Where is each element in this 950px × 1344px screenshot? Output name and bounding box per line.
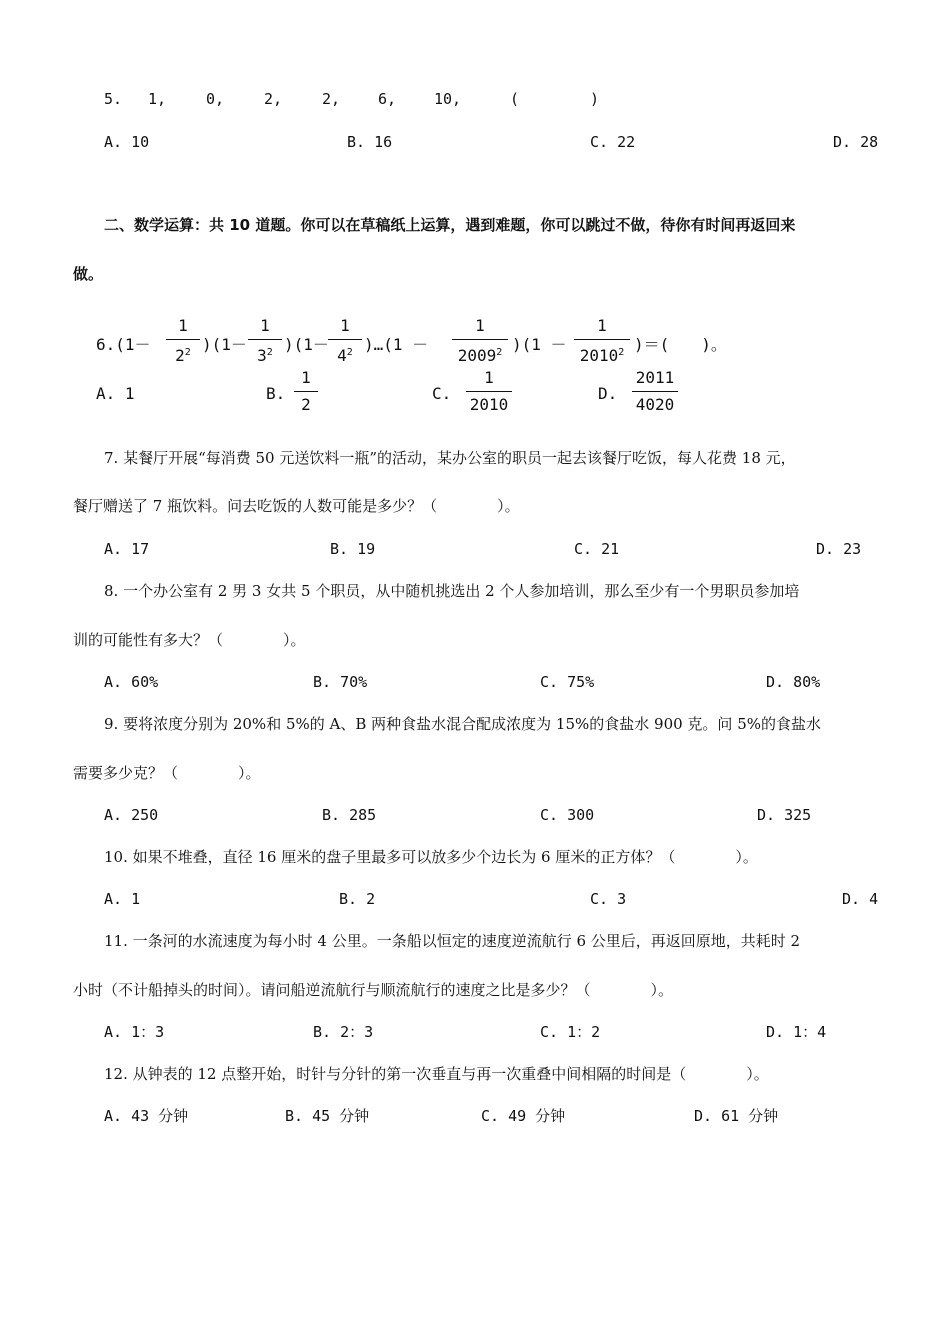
q5-seq-item: 2, bbox=[264, 90, 283, 108]
q5-seq-item: 10, bbox=[434, 90, 462, 108]
fraction-bar bbox=[574, 339, 630, 340]
fraction-bar bbox=[452, 339, 508, 340]
q6-option-fraction: 1 2010 bbox=[466, 368, 512, 420]
q7-option-c: C. 21 bbox=[574, 540, 620, 558]
q6-fraction bbox=[452, 316, 508, 368]
q10-option-c: C. 3 bbox=[590, 890, 627, 908]
fraction-bar bbox=[248, 339, 282, 340]
answer-blank-open: ( bbox=[510, 90, 520, 108]
q8-stem-line2: 训的可能性有多大？（ ）。 bbox=[73, 631, 306, 649]
q5-number: 5. bbox=[104, 90, 123, 108]
q9-option-b: B. 285 bbox=[322, 806, 377, 824]
q5-stem bbox=[104, 89, 599, 109]
q5-option-a: A. 10 bbox=[104, 133, 150, 151]
q11-option-a: A. 1：3 bbox=[104, 1023, 165, 1041]
q12-option-d: D. 61 分钟 bbox=[694, 1107, 779, 1125]
fraction-numerator: 1 bbox=[597, 316, 607, 335]
q5-seq-item: 1, bbox=[148, 90, 167, 108]
fraction-numerator: 1 bbox=[475, 316, 485, 335]
q6-fraction bbox=[328, 316, 362, 368]
q5-option-d: D. 28 bbox=[833, 133, 879, 151]
q12-option-c: C. 49 分钟 bbox=[481, 1107, 566, 1125]
q11-option-c: C. 1：2 bbox=[540, 1023, 601, 1041]
q9-stem-line2: 需要多少克？（ ）。 bbox=[73, 764, 261, 782]
q5-seq-item: 6, bbox=[378, 90, 397, 108]
q6-operator: )(1－ bbox=[284, 335, 329, 354]
answer-blank-close: ) bbox=[590, 90, 600, 108]
q6-option-fraction: 2011 4020 bbox=[632, 368, 678, 420]
q6-operator: )(1 － bbox=[512, 335, 567, 354]
q8-option-a: A. 60% bbox=[104, 673, 159, 691]
q9-option-a: A. 250 bbox=[104, 806, 159, 824]
q6-operator: )＝( )。 bbox=[634, 335, 727, 354]
q7-stem-line1: 7. 某餐厅开展“每消费 50 元送饮料一瓶”的活动，某办公室的职员一起去该餐厅吃饭，每人花费 18 元， bbox=[104, 449, 796, 467]
section-heading-line2: 做。 bbox=[73, 265, 104, 283]
q10-option-a: A. 1 bbox=[104, 890, 141, 908]
fraction-numerator: 1 bbox=[260, 316, 270, 335]
fraction-denominator: $2^2$ bbox=[175, 346, 191, 365]
q8-option-d: D. 80% bbox=[766, 673, 821, 691]
q6-operator: )(1－ bbox=[202, 335, 247, 354]
q6-option-fraction: 1 2 bbox=[294, 368, 318, 420]
q5-option-c: C. 22 bbox=[590, 133, 636, 151]
fraction-bar bbox=[328, 339, 362, 340]
q6-operator: )…(1 － bbox=[364, 335, 429, 354]
q6-fraction bbox=[166, 316, 200, 368]
q11-stem-line2: 小时（不计船掉头的时间）。请问船逆流航行与顺流航行的速度之比是多少？（ ）。 bbox=[73, 981, 674, 999]
q7-stem-line2: 餐厅赠送了 7 瓶饮料。问去吃饭的人数可能是多少？（ ）。 bbox=[73, 497, 520, 515]
q7-option-d: D. 23 bbox=[816, 540, 862, 558]
q8-option-c: C. 75% bbox=[540, 673, 595, 691]
q8-stem-line1: 8. 一个办公室有 2 男 3 女共 5 个职员，从中随机挑选出 2 个人参加培训，那么至少有一个男职员参加培 bbox=[104, 582, 800, 600]
q7-option-a: A. 17 bbox=[104, 540, 150, 558]
q10-option-b: B. 2 bbox=[339, 890, 376, 908]
q12-option-a: A. 43 分钟 bbox=[104, 1107, 189, 1125]
q6-prefix: 6.(1－ bbox=[96, 335, 151, 354]
fraction-denominator: $4^2$ bbox=[337, 346, 353, 365]
q12-stem-line1: 12. 从钟表的 12 点整开始，时针与分针的第一次垂直与再一次重叠中间相隔的时间是（ ）。 bbox=[104, 1065, 769, 1083]
q10-stem-line1: 10. 如果不堆叠，直径 16 厘米的盘子里最多可以放多少个边长为 6 厘米的正方体？（ ）。 bbox=[104, 848, 758, 866]
fraction-denominator: 2009$^2$ bbox=[457, 346, 503, 365]
q5-option-b: B. 16 bbox=[347, 133, 393, 151]
fraction-numerator: 1 bbox=[178, 316, 188, 335]
q7-option-b: B. 19 bbox=[330, 540, 376, 558]
q8-option-b: B. 70% bbox=[313, 673, 368, 691]
section-heading-line1: 二、数学运算：共 10 道题。你可以在草稿纸上运算，遇到难题，你可以跳过不做，待你有时间再返回来 bbox=[104, 216, 796, 234]
fraction-denominator: 2010$^2$ bbox=[579, 346, 625, 365]
q12-option-b: B. 45 分钟 bbox=[285, 1107, 370, 1125]
q6-fraction bbox=[248, 316, 282, 368]
q9-stem-line1: 9. 要将浓度分别为 20%和 5%的 A、B 两种食盐水混合配成浓度为 15%的食盐水 900 克。问 5%的食盐水 bbox=[104, 715, 821, 733]
q11-option-b: B. 2：3 bbox=[313, 1023, 374, 1041]
q9-option-d: D. 325 bbox=[757, 806, 812, 824]
q11-option-d: D. 1：4 bbox=[766, 1023, 827, 1041]
fraction-bar bbox=[166, 339, 200, 340]
q10-option-d: D. 4 bbox=[842, 890, 879, 908]
q11-stem-line1: 11. 一条河的水流速度为每小时 4 公里。一条船以恒定的速度逆流航行 6 公里后，再返回原地，共耗时 2 bbox=[104, 932, 801, 950]
q9-option-c: C. 300 bbox=[540, 806, 595, 824]
q6-fraction bbox=[574, 316, 630, 368]
fraction-numerator: 1 bbox=[340, 316, 350, 335]
q5-seq-item: 0, bbox=[206, 90, 225, 108]
q5-seq-item: 2, bbox=[322, 90, 341, 108]
fraction-denominator: $3^2$ bbox=[257, 346, 273, 365]
